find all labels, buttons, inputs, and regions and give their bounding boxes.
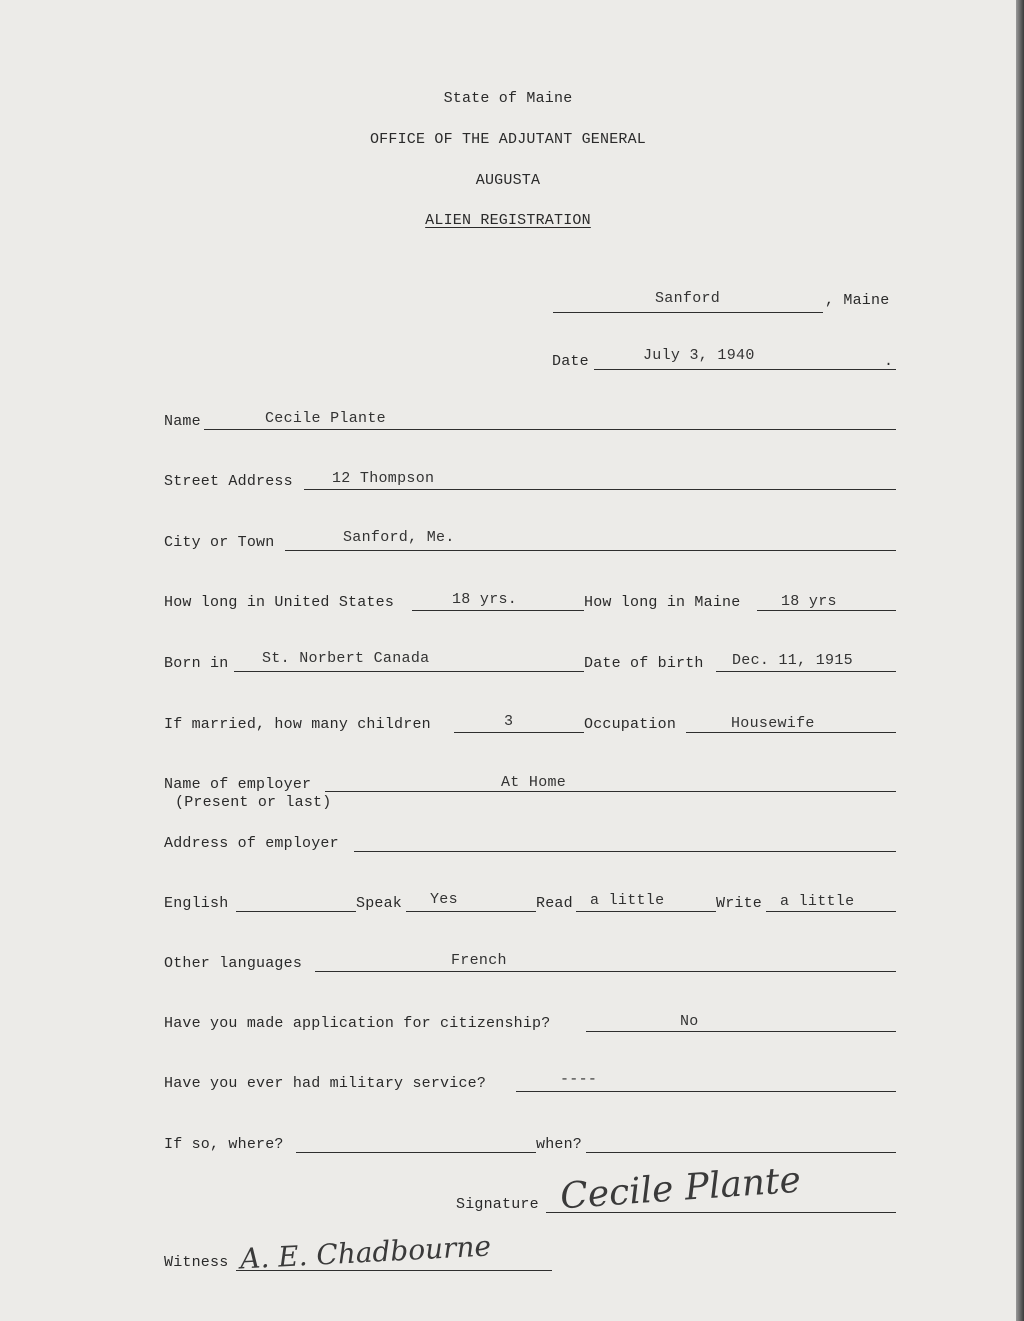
speak-value: Yes [430,891,458,908]
name-label: Name [164,413,201,430]
occupation-line [686,732,896,733]
street-address-value: 12 Thompson [332,470,435,487]
witness-handwriting: A. E. Chadbourne [239,1229,492,1276]
write-value: a little [780,893,855,910]
employer-address-line [354,851,896,852]
read-label: Read [536,895,573,912]
children-label: If married, how many children [164,716,431,733]
born-in-value: St. Norbert Canada [262,650,430,667]
speak-line [406,911,536,912]
scan-edge [1016,0,1024,1321]
name-line [204,429,896,430]
place-suffix: , Maine [825,292,890,309]
if-so-where-line [296,1152,536,1153]
born-in-line [234,671,584,672]
citizenship-value: No [680,1013,699,1030]
street-address-line [304,489,896,490]
speak-label: Speak [356,895,403,912]
read-line [576,911,716,912]
english-label: English [164,895,229,912]
date-of-birth-value: Dec. 11, 1915 [732,652,853,669]
date-of-birth-label: Date of birth [584,655,704,672]
other-languages-value: French [451,952,507,969]
military-value: ---- [560,1071,598,1088]
street-address-label: Street Address [164,473,293,490]
military-label: Have you ever had military service? [164,1075,487,1092]
place-line [553,312,823,313]
born-in-label: Born in [164,655,229,672]
how-long-us-label: How long in United States [164,594,395,611]
write-line [766,911,896,912]
read-value: a little [590,892,665,909]
name-value: Cecile Plante [265,410,386,427]
occupation-value: Housewife [731,715,815,732]
citizenship-line [586,1031,896,1032]
other-languages-label: Other languages [164,955,303,972]
how-long-maine-line [757,610,896,611]
how-long-maine-label: How long in Maine [584,594,741,611]
how-long-us-value: 18 yrs. [452,591,518,608]
city-or-town-value: Sanford, Me. [343,529,455,546]
when-label: when? [536,1136,583,1153]
military-line [516,1091,896,1092]
write-label: Write [716,895,763,912]
employer-line [325,791,896,792]
children-value: 3 [504,713,514,730]
employer-address-label: Address of employer [164,835,339,852]
how-long-maine-value: 18 yrs [781,593,837,610]
employer-label: Name of employer [164,776,312,793]
city-or-town-line [285,550,896,551]
city-heading: AUGUSTA [475,172,541,189]
date-line [594,369,896,370]
place-value: Sanford [655,290,721,307]
occupation-label: Occupation [584,716,677,733]
how-long-us-line [412,610,584,611]
when-line [586,1152,896,1153]
other-languages-line [315,971,896,972]
citizenship-label: Have you made application for citizenship? [164,1015,551,1032]
date-end: . [884,353,894,370]
date-of-birth-line [716,671,896,672]
city-or-town-label: City or Town [164,534,275,551]
employer-sublabel: (Present or last) [175,794,332,811]
employer-value: At Home [501,774,567,791]
date-label: Date [552,353,589,370]
witness-label: Witness [164,1254,229,1271]
if-so-where-label: If so, where? [164,1136,284,1153]
children-line [454,732,584,733]
state-heading: State of Maine [443,90,573,107]
signature-label: Signature [456,1196,539,1213]
signature-handwriting: Cecile Plante [558,1159,803,1218]
form-title: ALIEN REGISTRATION [425,212,591,229]
date-value: July 3, 1940 [643,347,755,364]
office-heading: OFFICE OF THE ADJUTANT GENERAL [369,131,647,148]
english-line [236,911,356,912]
